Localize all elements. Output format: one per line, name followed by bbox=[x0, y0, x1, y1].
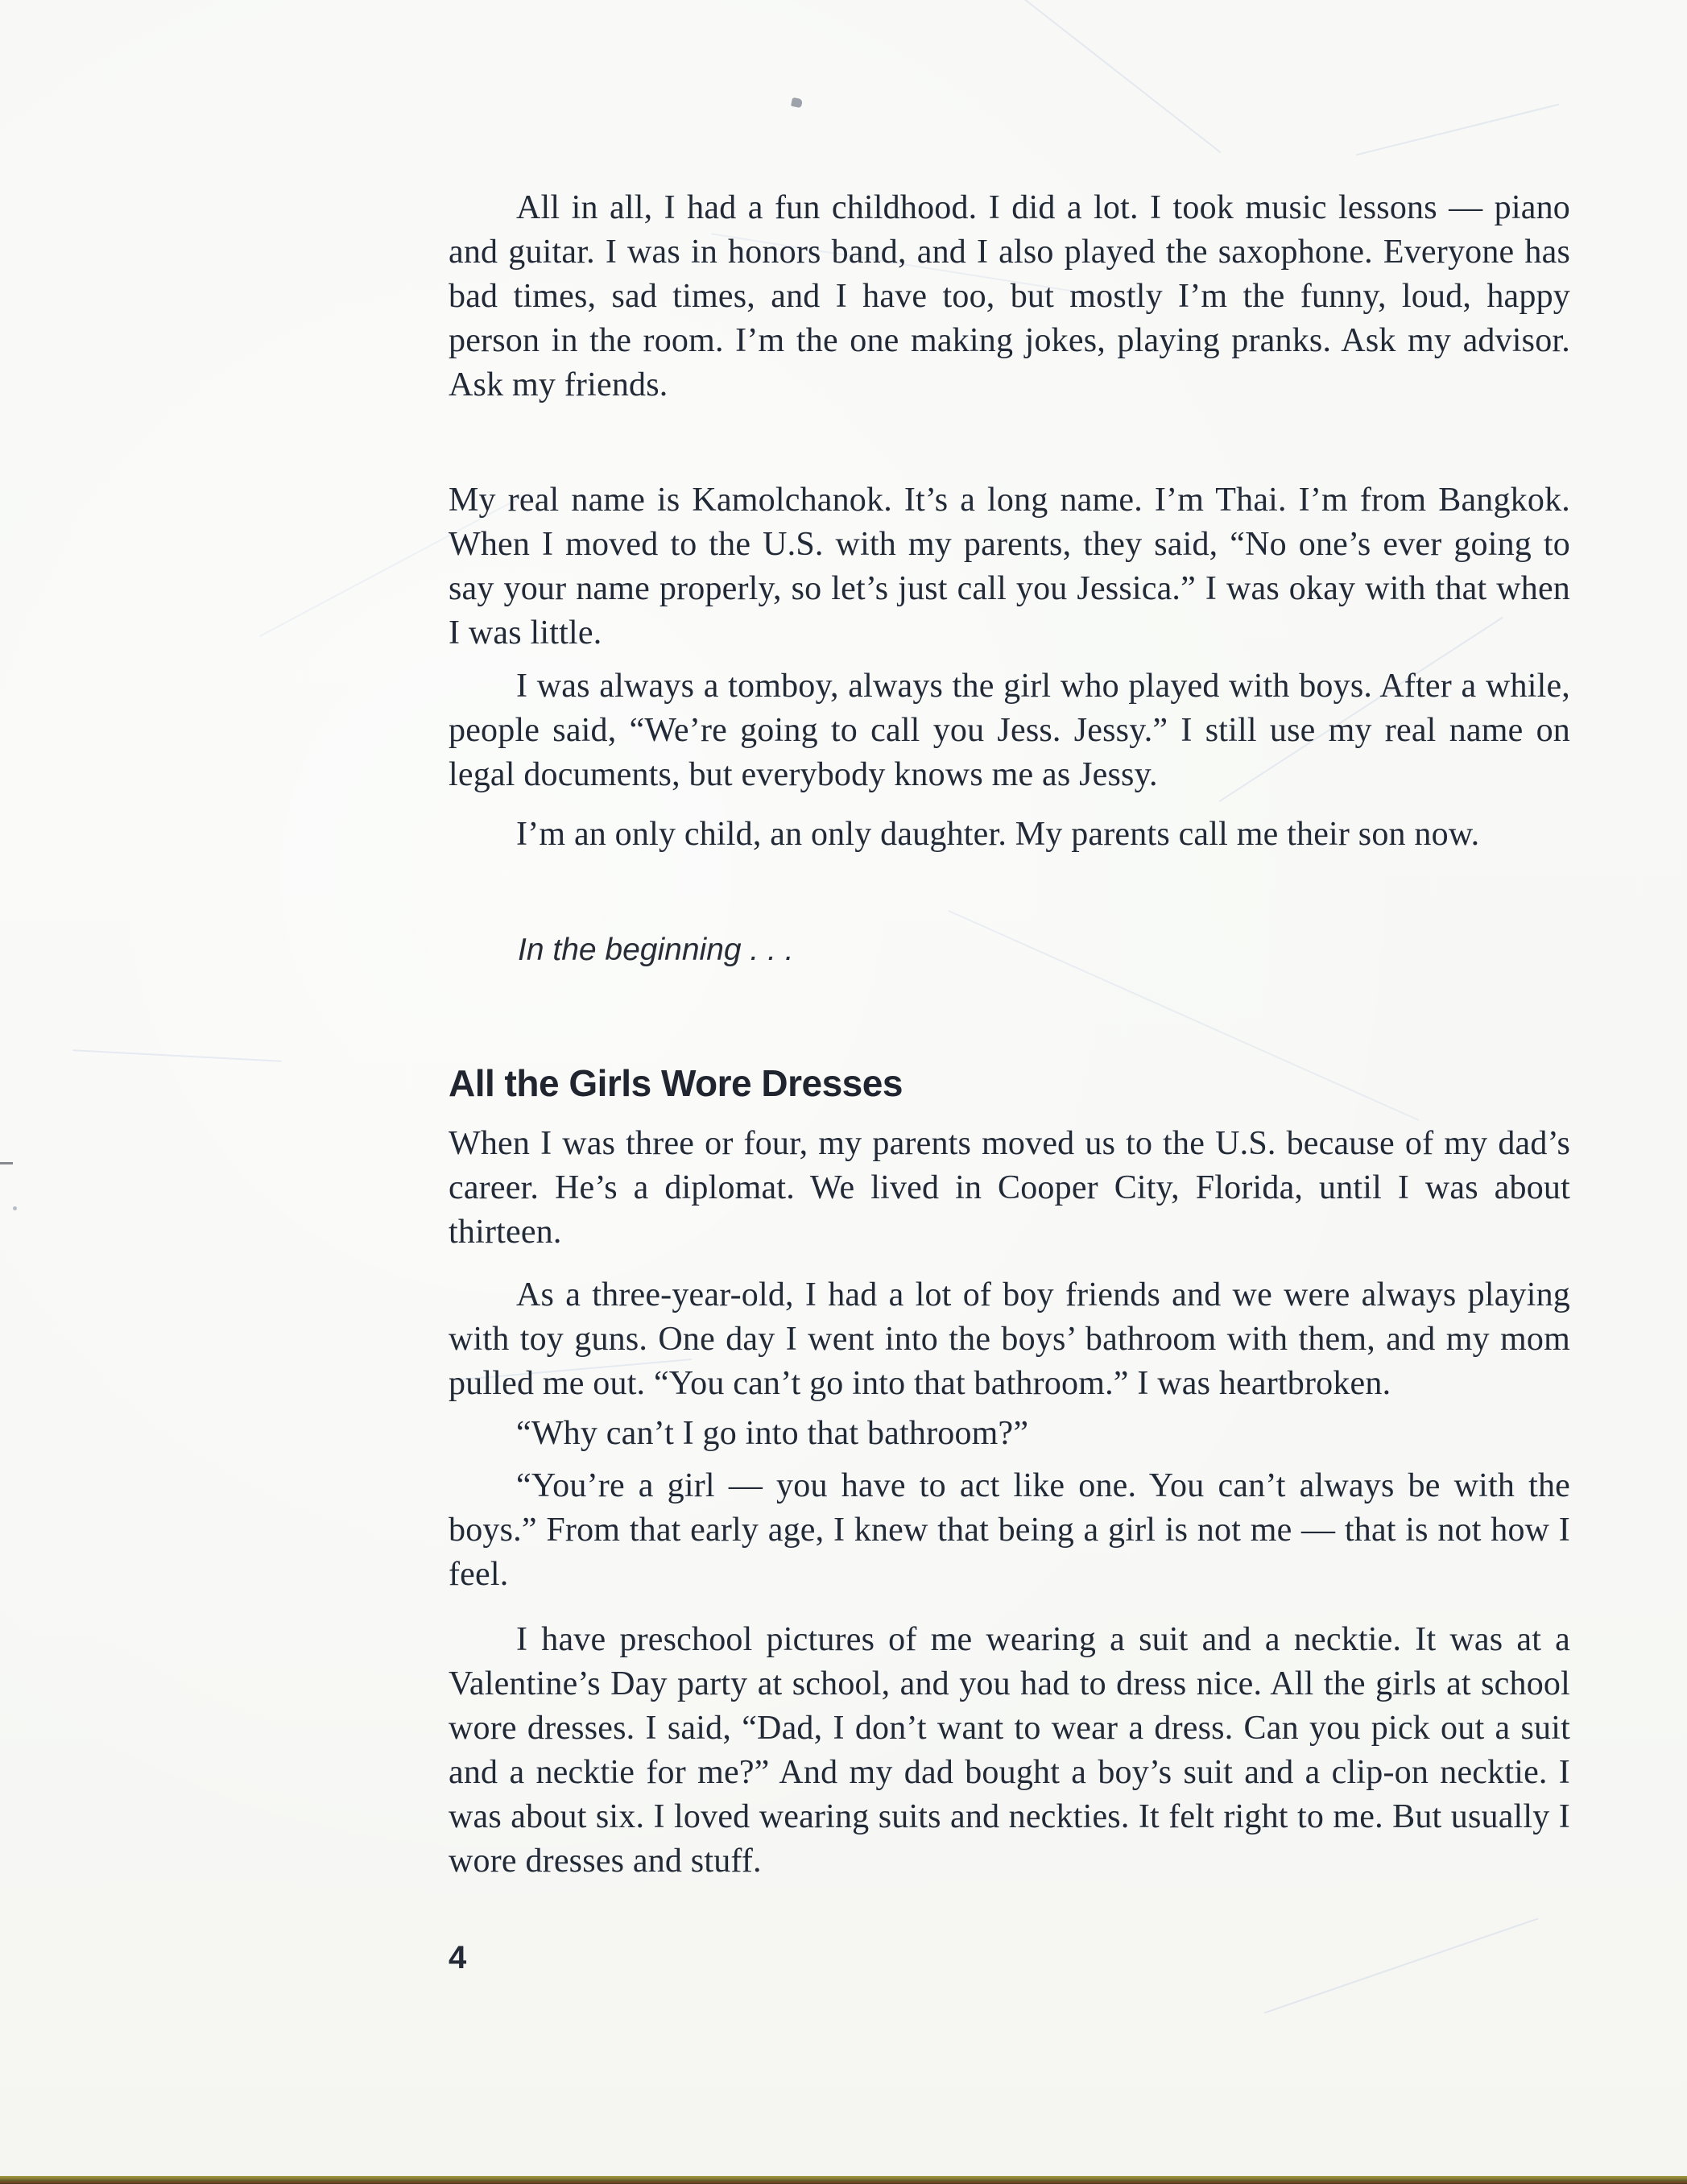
section-transition-line: In the beginning . . . bbox=[518, 933, 794, 967]
scan-scratch bbox=[72, 1049, 282, 1061]
body-paragraph: I have preschool pictures of me wearing a suit and a necktie. It was at a Valentine’s Day party at school, and you had to dress nice. All the girls at school wore dresses. I said, “Dad, I don’t want to wear a dress. Can you pick out a suit and a necktie for me?” And my dad bought a boy’s suit and a clip-on necktie. I was about six. I loved wearing suits and neckties. It felt right to me. But usually I wore dresses and stuff. bbox=[449, 1621, 1570, 1880]
body-paragraph: All in all, I had a fun childhood. I did a lot. I took music lessons — piano and guitar. I was in honors band, and I also played the saxophone. Everyone has bad times, sad times, and I have too, but mostly I’m the funny, loud, happy person in the room. I’m the one making jokes, playing pranks. Ask my advisor. Ask my friends. bbox=[449, 189, 1570, 403]
section-heading: All the Girls Wore Dresses bbox=[449, 1062, 903, 1104]
page-number: 4 bbox=[449, 1940, 467, 1975]
body-paragraph: As a three-year-old, I had a lot of boy friends and we were always playing with toy guns. One day I went into the boys’ bathroom with them, and my mom pulled me out. “You can’t go into that bathroom.” I was heartbroken. bbox=[449, 1276, 1570, 1402]
body-paragraph: My real name is Kamolchanok. It’s a long name. I’m Thai. I’m from Bangkok. When I moved to the U.S. with my parents, they said, “No one’s ever going to say your name properly, so let’s just call you Jessica.” I was okay with that when I was little. bbox=[449, 482, 1570, 651]
body-paragraph: When I was three or four, my parents moved us to the U.S. because of my dad’s career. He’s a diplomat. We lived in Cooper City, Florida, until I was about thirteen. bbox=[449, 1125, 1570, 1251]
body-paragraph: “Why can’t I go into that bathroom?” bbox=[516, 1415, 1029, 1452]
body-paragraph: I was always a tomboy, always the girl who played with boys. After a while, people said, “We’re going to call you Jess. Jessy.” I still use my real name on legal documents, but everybody knows me as Jessy. bbox=[449, 668, 1570, 793]
body-paragraph: I’m an only child, an only daughter. My parents call me their son now. bbox=[516, 816, 1480, 853]
scan-speck bbox=[0, 1162, 13, 1164]
book-edge-strip bbox=[0, 2176, 1687, 2184]
scan-scratch bbox=[1264, 1917, 1539, 2013]
body-paragraph: “You’re a girl — you have to act like one. You can’t always be with the boys.” From that early age, I knew that being a girl is not me — that is not how I feel. bbox=[449, 1467, 1570, 1593]
scan-speck bbox=[13, 1206, 17, 1210]
text-column bbox=[449, 0, 1570, 1884]
